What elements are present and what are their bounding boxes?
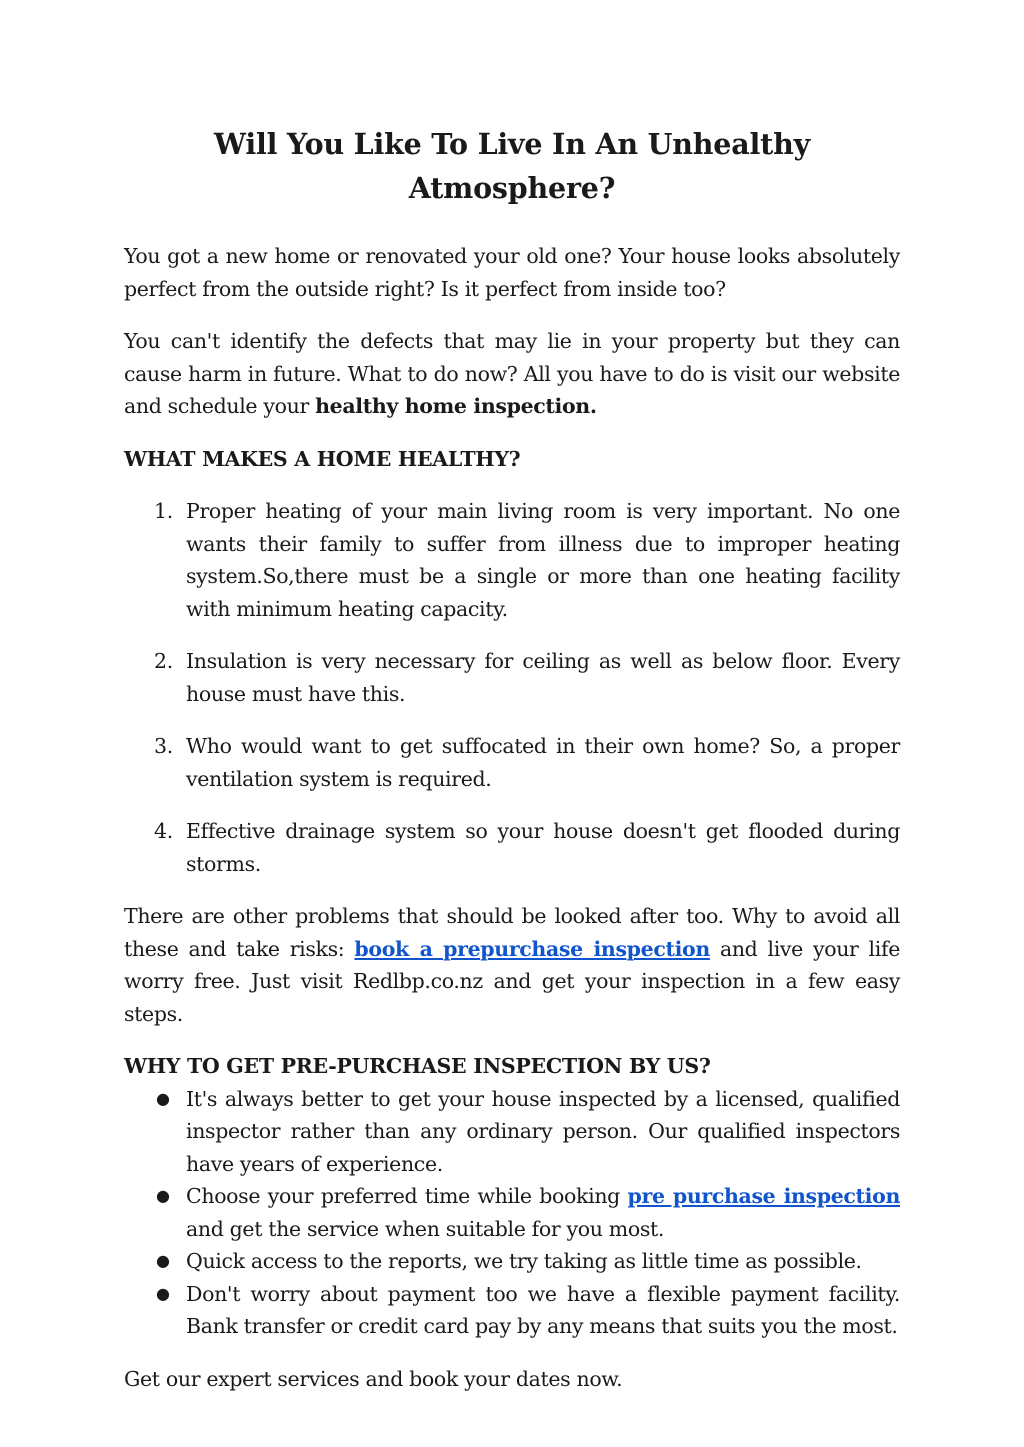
intro-paragraph-2-text: You can't identify the defects that may lie in your property but they can cause harm in future. What to do now? All you have to do is visit our website and schedule your (124, 329, 900, 418)
list-number: 1. (154, 499, 173, 523)
other-problems-text-before: There are other problems that should be looked after too. Why to avoid all these and take risks: (124, 904, 900, 961)
list-item (124, 645, 900, 710)
closing-paragraph: Get our expert services and book your dates now. (124, 1366, 623, 1391)
intro-paragraph-2 (124, 325, 900, 423)
list-item (124, 815, 900, 880)
intro-paragraph-1: You got a new home or renovated your old one? Your house looks absolutely perfect from the outside right? Is it perfect from inside too? (124, 244, 900, 301)
numbered-list (124, 495, 900, 880)
list-item-text: Effective drainage system so your house doesn't get flooded during storms. (186, 819, 900, 876)
list-item (124, 730, 900, 795)
list-item (124, 1083, 900, 1181)
list-item (124, 1278, 900, 1343)
bullet-dot-icon: ● (156, 1088, 170, 1108)
list-number: 4. (154, 819, 173, 843)
list-item-text: Proper heating of your main living room is very important. No one wants their family to suffer from illness due to improper heating system.So,there must be a single or more than one heating facility with minimum heating capacity. (186, 499, 900, 621)
other-problems-text-after: and live your life worry free. Just visit Redlbp.co.nz and get your inspection in a few easy steps. (124, 936, 900, 1026)
bullet-dot-icon: ● (156, 1251, 170, 1270)
bullet-list (124, 1083, 900, 1343)
list-item-text: Don't worry about payment too we have a flexible payment facility. Bank transfer or credit card pay by any means that suits you the most. (186, 1281, 900, 1338)
bullet-dot-icon: ● (156, 1186, 170, 1205)
page-title: Will You Like To Live In An Unhealthy Atmosphere? (214, 127, 810, 205)
other-problems-paragraph (124, 900, 900, 1030)
section-heading-what-makes-healthy: WHAT MAKES A HOME HEALTHY? (124, 446, 521, 471)
healthy-home-inspection-bold: healthy home inspection. (315, 394, 597, 418)
list-item (124, 495, 900, 625)
list-item-text-after: and get the service when suitable for you most. (186, 1216, 665, 1241)
pre-purchase-inspection-link[interactable]: pre purchase inspection (627, 1184, 900, 1208)
list-item-text: Who would want to get suffocated in their own home? So, a proper ventilation system is required. (186, 734, 900, 791)
list-item (124, 1180, 900, 1245)
list-number: 3. (154, 734, 173, 758)
list-item-text: Quick access to the reports, we try taking as little time as possible. (186, 1249, 862, 1273)
document-page (124, 122, 900, 1415)
book-prepurchase-inspection-link[interactable]: book a prepurchase inspection (354, 936, 710, 961)
list-number: 2. (154, 649, 173, 673)
section-heading-why-us: WHY TO GET PRE-PURCHASE INSPECTION BY US? (124, 1054, 711, 1078)
list-item-text: It's always better to get your house inspected by a licensed, qualified inspector rather than any ordinary person. Our qualified inspectors have years of experience. (186, 1086, 900, 1176)
list-item (124, 1245, 900, 1278)
list-item-text-before: Choose your preferred time while booking (186, 1184, 628, 1208)
list-item-text: Insulation is very necessary for ceiling as well as below floor. Every house must have this. (186, 649, 900, 706)
bullet-dot-icon: ● (156, 1283, 170, 1303)
